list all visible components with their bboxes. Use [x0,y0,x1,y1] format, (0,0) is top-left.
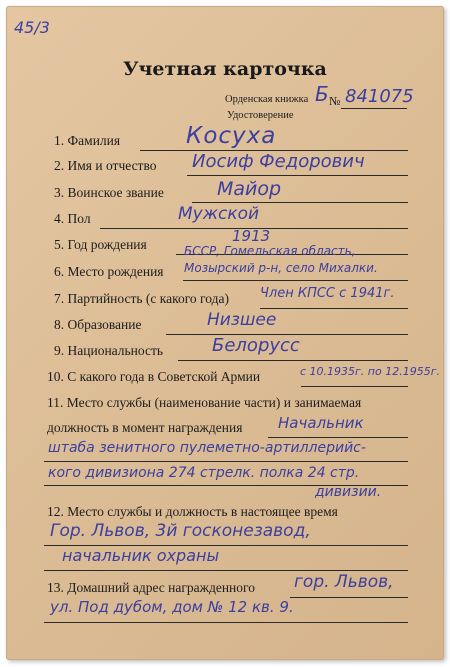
number-sign: № [329,94,341,108]
corner-mark: 45/3 [14,18,50,37]
field-value-service-at-award-line1: Начальник [278,414,364,432]
field-value-birth-year: 1913 [232,227,271,245]
certificate-label: Удостоверение [227,110,294,121]
field-value-home-address-line2: ул. Под дубом, дом № 12 кв. 9. [50,598,294,616]
field-value-surname: Косуха [186,123,277,149]
field-label-party: 7. Партийность (с какого года) [54,291,229,306]
field-line [44,622,408,623]
field-label-birthplace: 6. Место рождения [54,264,164,279]
field-line [268,437,408,438]
field-line [44,570,408,571]
field-label-rank: 3. Воинское звание [54,185,164,200]
field-label-birth-year: 5. Год рождения [54,237,147,252]
field-line [301,386,408,387]
field-line [183,280,408,281]
field-line [290,597,408,598]
field-value-home-address-line1: гор. Львов, [294,572,394,592]
field-line [260,308,408,309]
field-line [187,175,408,176]
field-value-education: Низшее [207,310,277,330]
field-value-party: Член КПСС с 1941г. [260,286,395,301]
field-label-surname: 1. Фамилия [54,133,121,148]
field-label-name: 2. Имя и отчество [54,158,157,173]
field-value-rank: Майор [217,178,282,200]
field-label-sex: 4. Пол [54,211,91,226]
field-line [44,461,408,462]
field-label-service-at-award-line2: должность в момент награждения [47,420,243,435]
field-value-nationality: Белорусс [212,335,300,356]
field-value-army-since: с 10.1935г. по 12.1955г. [300,365,440,378]
field-value-service-at-award-line3: кого дивизиона 274 стрелк. полка 24 стр. [48,465,360,481]
field-value-birthplace-line2: Мозырский р-н, село Михалки. [184,261,378,275]
field-value-current-service-line2: начальник охраны [62,546,220,565]
order-book-label: Орденская книжка [225,94,309,105]
field-value-birthplace-line1: БССР, Гомельская область, [184,244,356,258]
field-value-name: Иосиф Федорович [192,151,365,172]
field-label-current-service: 12. Место службы и должность в настоящее время [47,504,338,519]
field-value-current-service-line1: Гор. Львов, 3й госконезавод, [50,521,311,541]
card-title: Учетная карточка [123,58,327,80]
field-label-nationality: 9. Национальность [54,343,164,358]
field-label-education: 8. Образование [54,317,142,332]
field-line [178,360,408,361]
field-value-service-at-award-line2: штаба зенитного пулеметно-артиллерийс- [48,440,366,456]
field-value-service-at-award-line4: дивизии. [315,484,382,500]
registration-card [6,6,444,660]
field-line [192,202,408,203]
order-book-series: Б [315,82,329,106]
field-label-service-at-award-line1: 11. Место службы (наименование части) и занимаемая [47,395,362,410]
field-label-home-address: 13. Домашний адрес награжденного [47,580,255,595]
order-book-number: 841075 [345,86,414,107]
order-number-underline [341,108,407,109]
field-value-sex: Мужской [178,204,260,224]
field-label-army-since: 10. С какого года в Советской Армии [47,369,261,384]
